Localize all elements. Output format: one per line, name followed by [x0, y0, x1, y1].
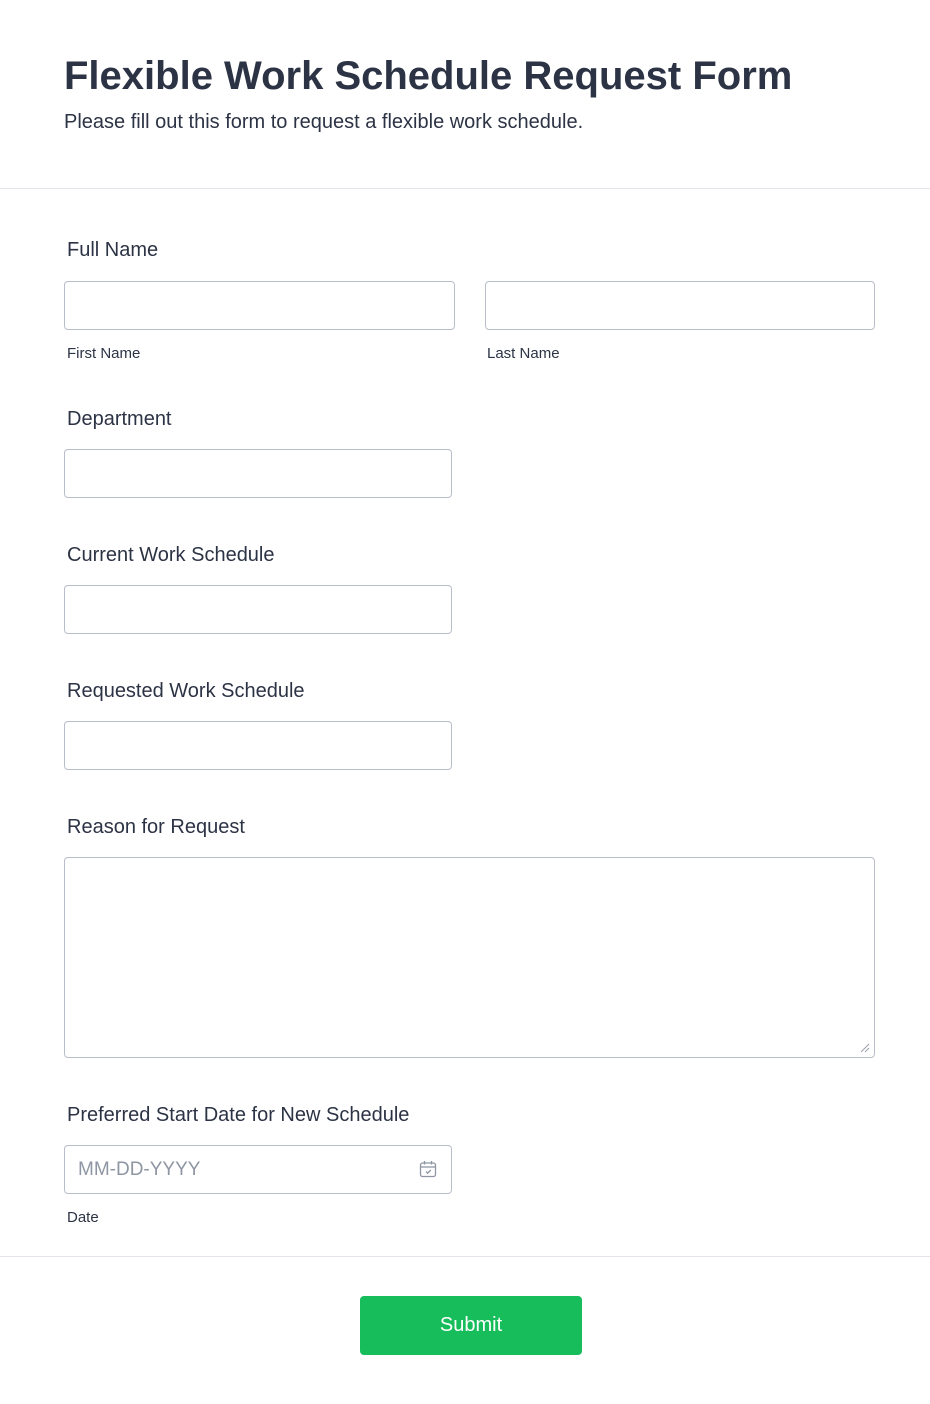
start-date-input[interactable] [64, 1145, 452, 1194]
current-schedule-label: Current Work Schedule [67, 544, 275, 566]
last-name-input[interactable] [485, 281, 875, 330]
first-name-sublabel: First Name [67, 345, 141, 362]
calendar-icon[interactable] [419, 1160, 437, 1178]
start-date-field [64, 1145, 452, 1194]
department-input[interactable] [64, 449, 452, 498]
date-sublabel: Date [67, 1209, 99, 1226]
reason-textarea[interactable] [64, 857, 875, 1058]
requested-schedule-label: Requested Work Schedule [67, 680, 305, 702]
reason-label: Reason for Request [67, 816, 245, 838]
requested-schedule-input[interactable] [64, 721, 452, 770]
form-header [0, 0, 930, 189]
resize-handle-icon[interactable] [859, 1042, 870, 1053]
last-name-sublabel: Last Name [487, 345, 560, 362]
department-label: Department [67, 408, 172, 430]
form-footer [0, 1256, 930, 1404]
first-name-input[interactable] [64, 281, 455, 330]
current-schedule-input[interactable] [64, 585, 452, 634]
page-title: Flexible Work Schedule Request Form [64, 54, 793, 98]
page-subtitle: Please fill out this form to request a flexible work schedule. [64, 111, 584, 133]
start-date-label: Preferred Start Date for New Schedule [67, 1104, 410, 1126]
submit-button[interactable]: Submit [360, 1296, 582, 1355]
full-name-label: Full Name [67, 239, 159, 261]
